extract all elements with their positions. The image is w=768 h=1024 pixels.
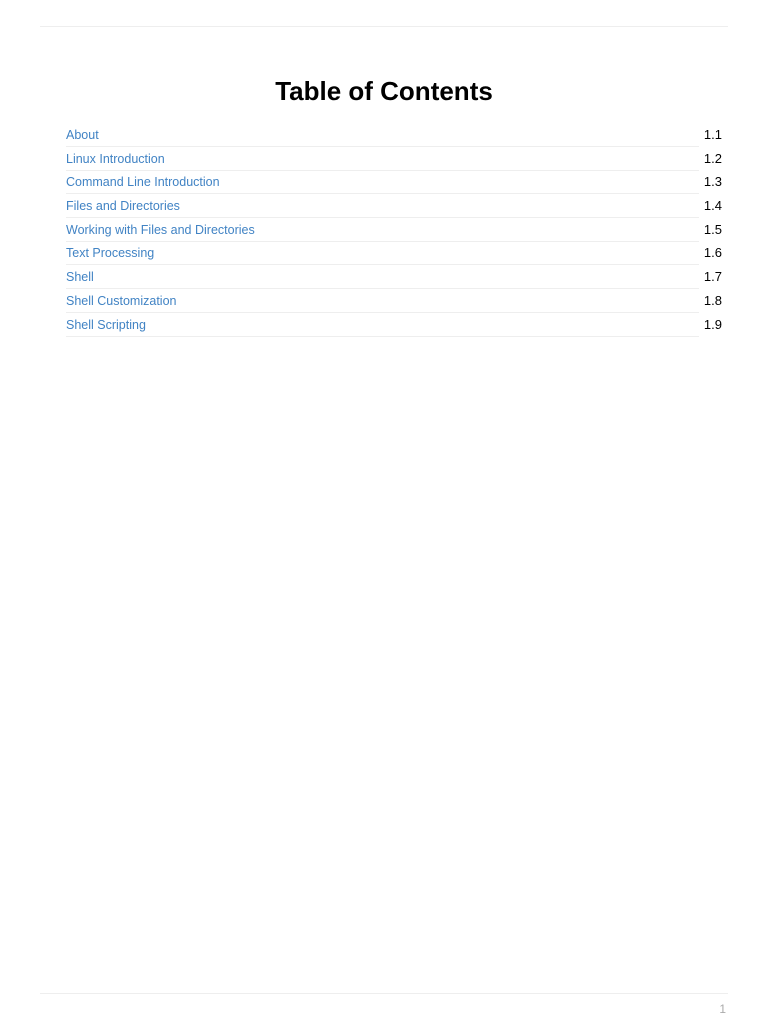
toc-link-about[interactable]: About (66, 124, 699, 147)
page-number: 1 (719, 1002, 726, 1016)
toc-link-shell-scripting[interactable]: Shell Scripting (66, 314, 699, 337)
toc-number-text-processing: 1.6 (703, 245, 722, 261)
table-of-contents (66, 124, 726, 337)
toc-entry-files-and-directories (66, 195, 726, 219)
toc-number-shell-scripting: 1.9 (703, 316, 722, 332)
toc-entry-text-processing (66, 242, 726, 266)
toc-entry-shell (66, 266, 726, 290)
toc-entry-shell-customization (66, 290, 726, 314)
toc-entry-working-with-files (66, 219, 726, 243)
toc-link-command-line-introduction[interactable]: Command Line Introduction (66, 171, 699, 194)
header-divider (40, 26, 728, 27)
toc-number-command-line-introduction: 1.3 (703, 174, 722, 190)
toc-link-shell-customization[interactable]: Shell Customization (66, 290, 699, 313)
toc-number-files-and-directories: 1.4 (703, 198, 722, 214)
toc-link-shell[interactable]: Shell (66, 266, 699, 289)
toc-link-text-processing[interactable]: Text Processing (66, 242, 699, 265)
toc-number-about: 1.1 (703, 127, 722, 142)
toc-number-linux-introduction: 1.2 (703, 150, 722, 166)
toc-entry-about (66, 124, 726, 148)
toc-entry-linux-introduction (66, 148, 726, 172)
toc-number-shell: 1.7 (703, 269, 722, 285)
toc-number-shell-customization: 1.8 (703, 292, 722, 308)
toc-entry-shell-scripting (66, 314, 726, 338)
toc-number-working-with-files: 1.5 (703, 221, 722, 237)
toc-link-files-and-directories[interactable]: Files and Directories (66, 195, 699, 218)
toc-entry-command-line-introduction (66, 171, 726, 195)
toc-link-linux-introduction[interactable]: Linux Introduction (66, 148, 699, 171)
toc-link-working-with-files[interactable]: Working with Files and Directories (66, 219, 699, 242)
footer-divider (40, 993, 728, 994)
page-title: Table of Contents (275, 76, 493, 106)
